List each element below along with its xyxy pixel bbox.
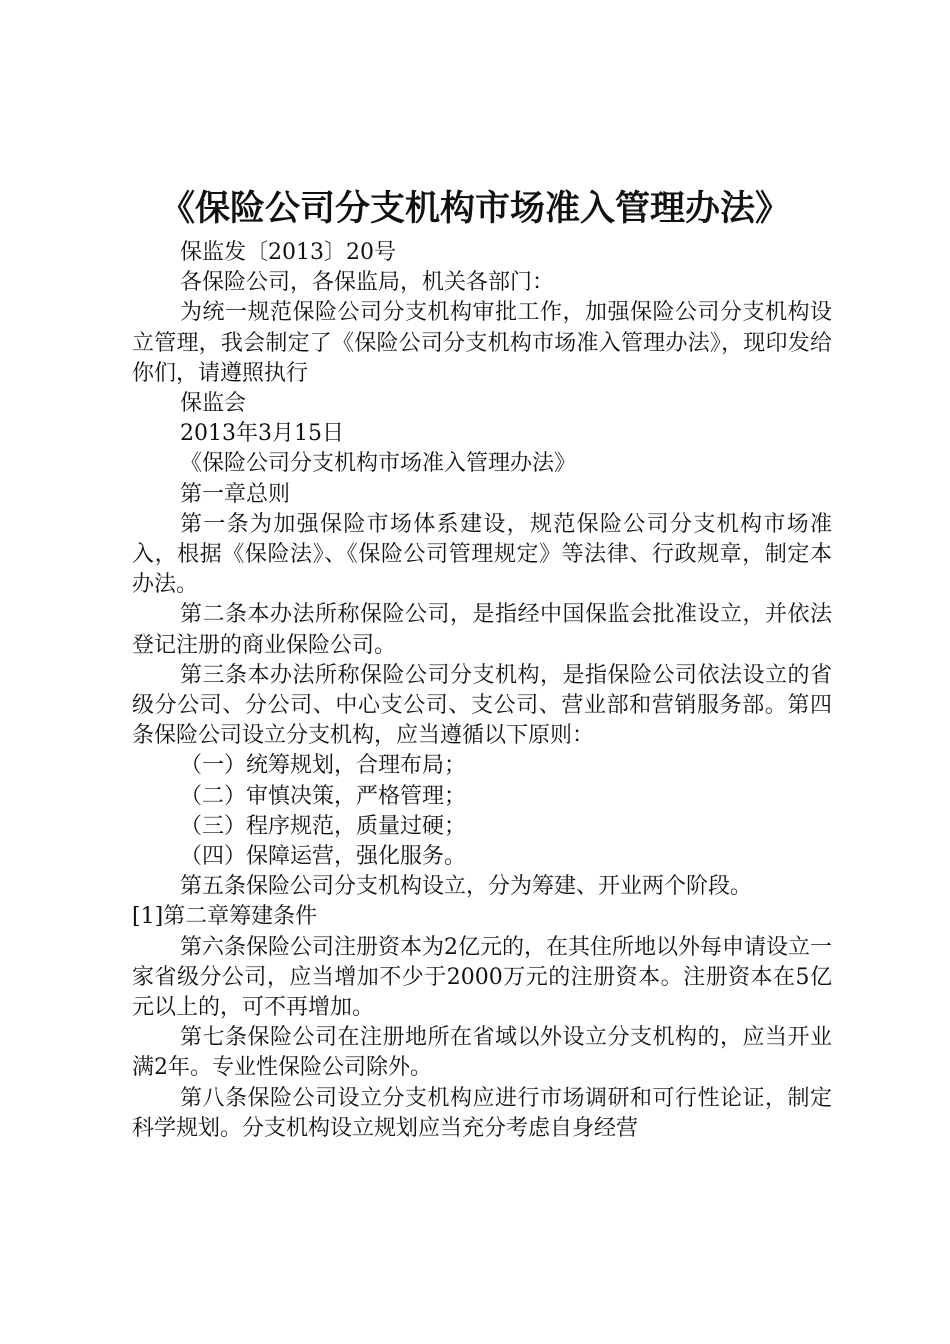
chapter-2-heading: [1]第二章筹建条件: [132, 904, 318, 930]
document-title: 《保险公司分支机构市场准入管理办法》: [159, 189, 790, 229]
article-5: 第五条保险公司分支机构设立，分为筹建、开业两个阶段。: [180, 874, 753, 900]
principle-4: （四）保障运营，强化服务。: [180, 844, 467, 870]
doc-number: 保监发〔2013〕20号: [180, 240, 396, 265]
article-2: 第二条本办法所称保险公司，是指经中国保监会批准设立，并依法登记注册的商业保险公司。: [132, 602, 832, 658]
document-subtitle: 《保险公司分支机构市场准入管理办法》: [180, 451, 577, 477]
principle-1: （一）统筹规划，合理布局；: [180, 753, 467, 779]
principle-3: （三）程序规范，质量过硬；: [180, 813, 467, 839]
issue-date: 2013年3月15日: [180, 421, 344, 447]
principle-2: （二）审慎决策，严格管理；: [180, 783, 467, 809]
document-body: [132, 238, 832, 1144]
issuer: 保监会: [180, 391, 247, 417]
article-1: 第一条为加强保险市场体系建设，规范保险公司分支机构市场准入，根据《保险法》、《保险公司管理规定》等法律、行政规章，制定本办法。: [132, 511, 832, 598]
article-8: 第八条保险公司设立分支机构应进行市场调研和可行性论证，制定科学规划。分支机构设立规划应当充分考虑自身经营: [132, 1085, 832, 1141]
article-7: 第七条保险公司在注册地所在省域以外设立分支机构的，应当开业满2年。专业性保险公司除外。: [132, 1025, 832, 1081]
intro-paragraph: 为统一规范保险公司分支机构审批工作，加强保险公司分支机构设立管理，我会制定了《保险公司分支机构市场准入管理办法》，现印发给你们，请遵照执行: [132, 300, 832, 386]
article-3: 第三条本办法所称保险公司分支机构，是指保险公司依法设立的省级分公司、分公司、中心支公司、支公司、营业部和营销服务部。第四条保险公司设立分支机构，应当遵循以下原则：: [132, 662, 832, 749]
addressee: 各保险公司，各保监局，机关各部门：: [180, 270, 555, 296]
chapter-1-heading: 第一章总则: [180, 481, 291, 507]
article-6: 第六条保险公司注册资本为2亿元的，在其住所地以外每申请设立一家省级分公司，应当增加不少于2000万元的注册资本。注册资本在5亿元以上的，可不再增加。: [132, 934, 832, 1021]
